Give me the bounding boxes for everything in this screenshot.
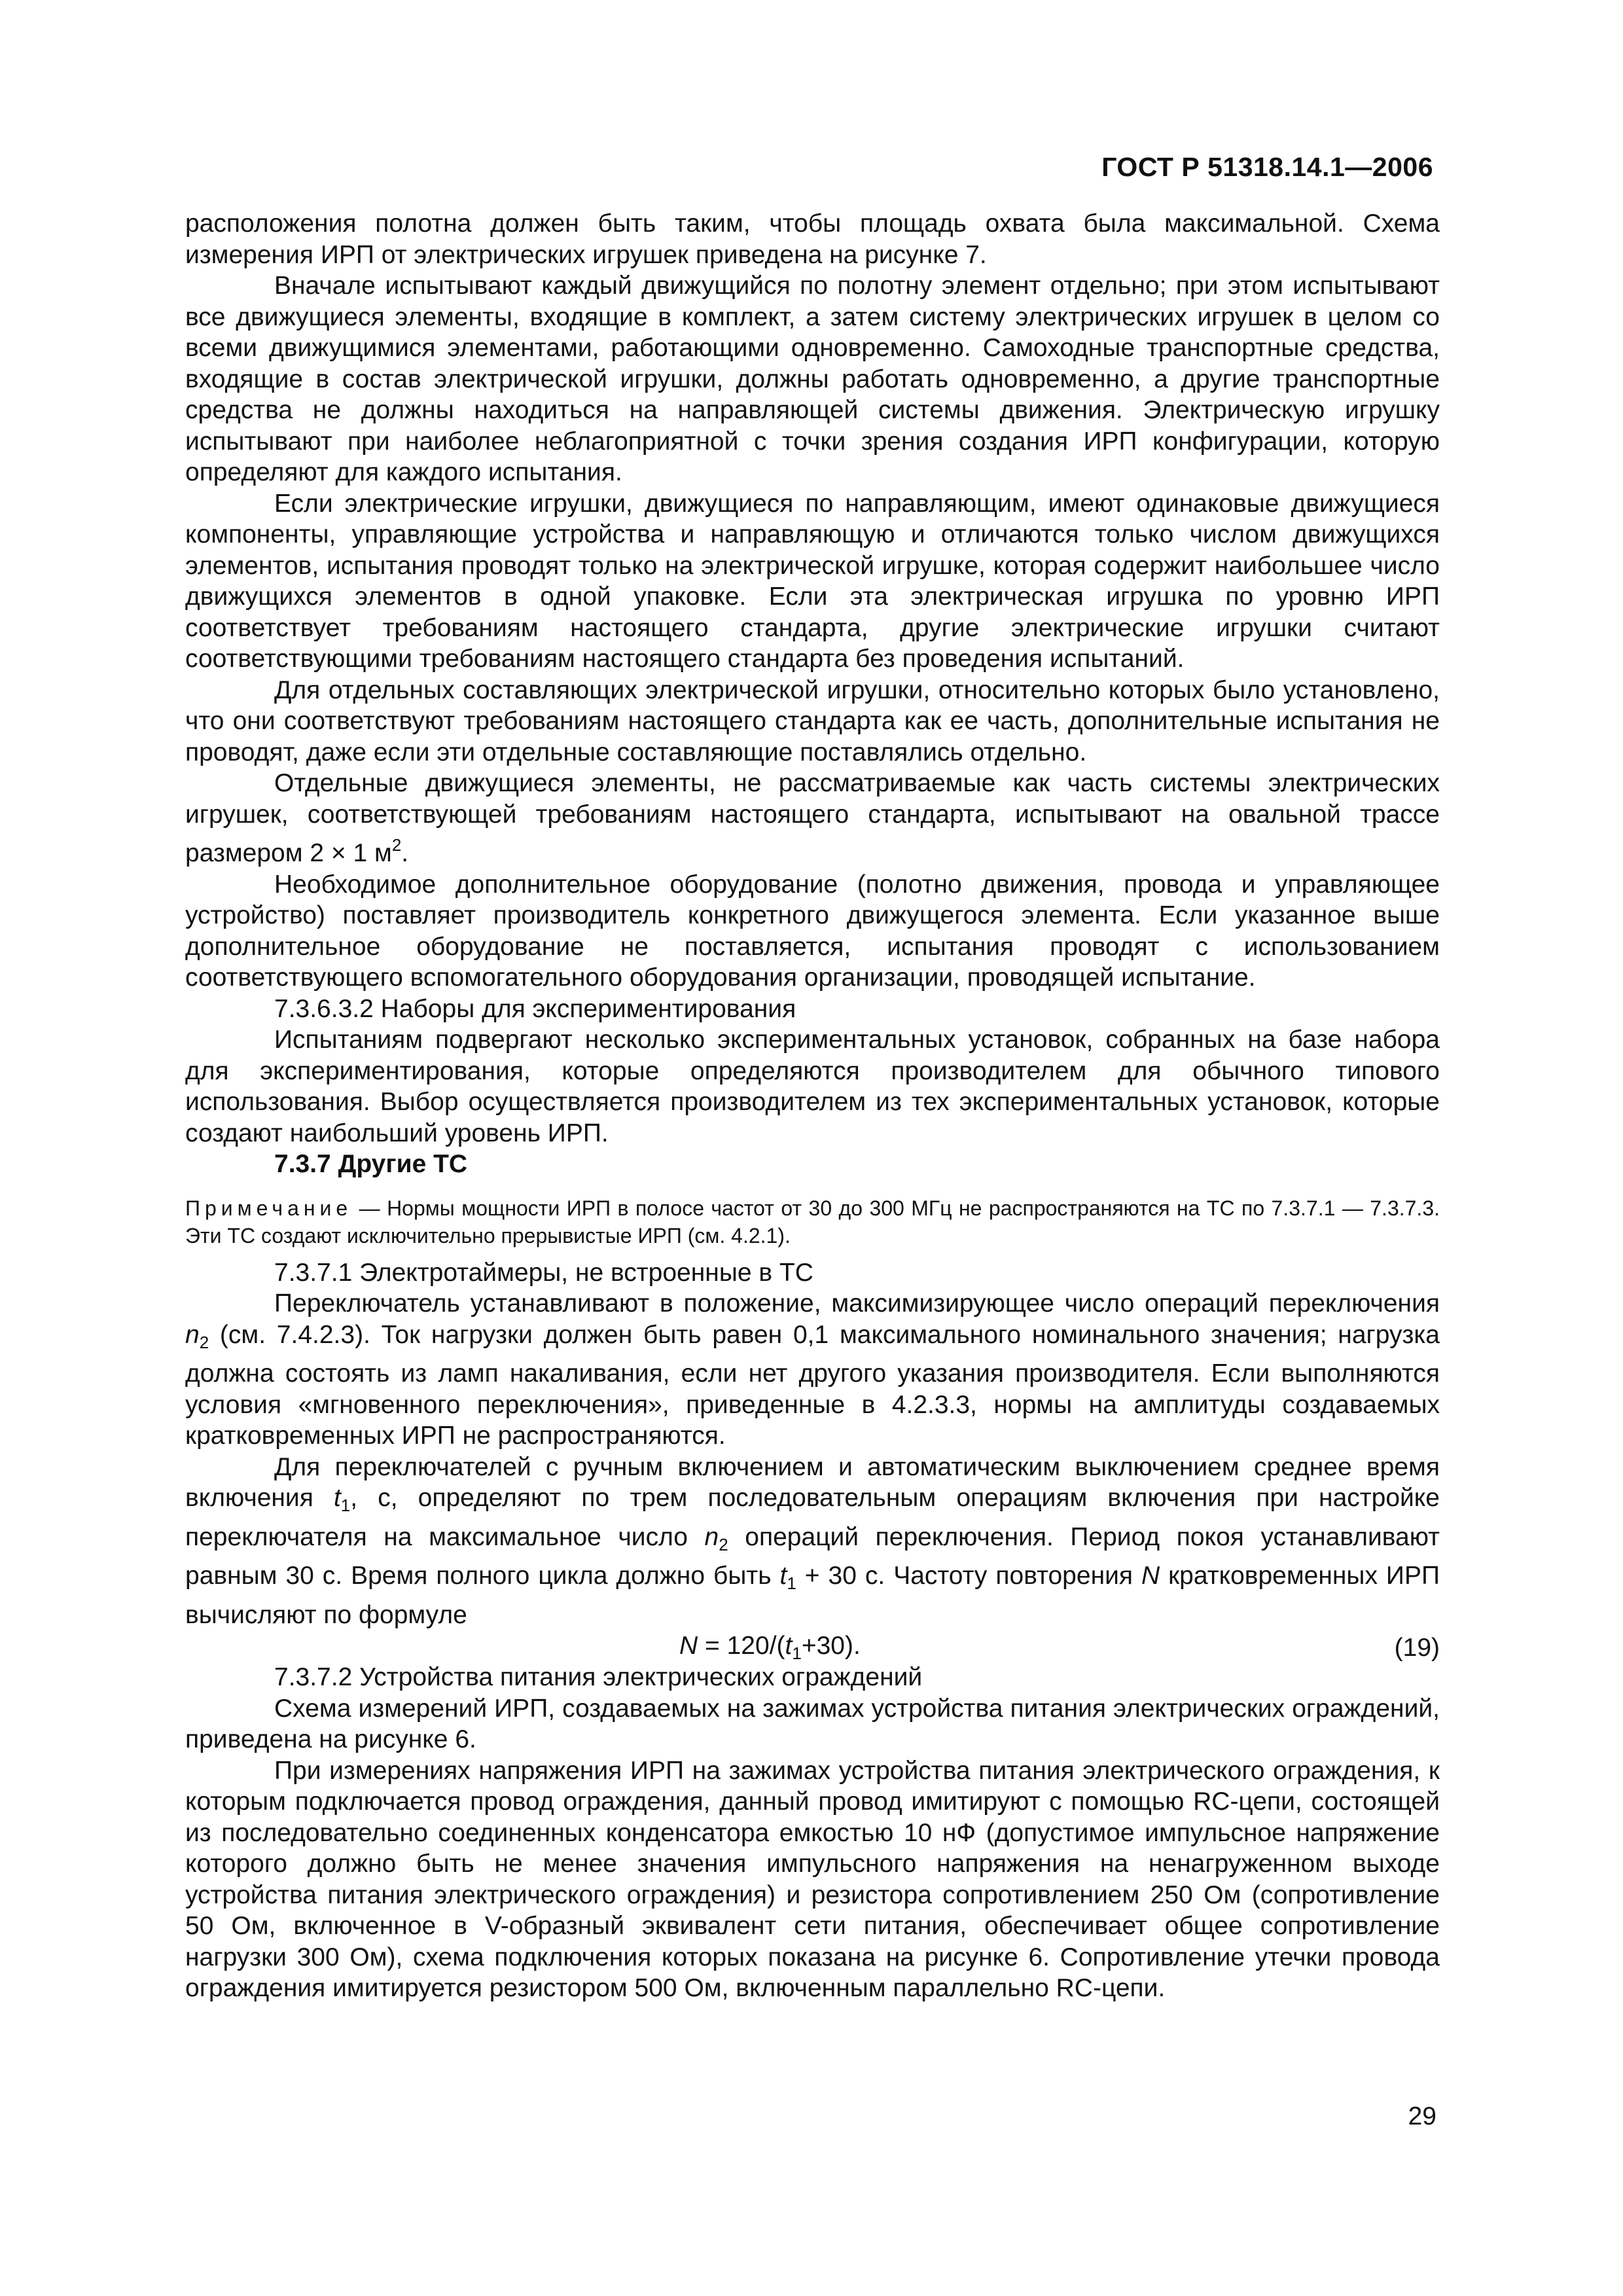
paragraph: Для отдельных составляющих электрической игрушки, относительно которых было установлено, что они соответствуют требованиям настоящего стандарта как ее часть, дополнительные испытания не проводят, даже если эти отдельные составляющие поставлялись отдельно. [185, 675, 1440, 766]
formula-expression: $N = 120/(t_1+30)$. [679, 1632, 861, 1663]
paragraph: Необходимое дополнительное оборудование (полотно движения, провода и управляющее устройство) поставляет производитель конкретного движущегося элемента. Если указанное выше дополнительное оборудование не поставляется, испытания проводят с использованием соответствующего вспомогательного оборудования организации, проводящей испытание. [185, 870, 1440, 992]
section-heading-7-3-7-1: 7.3.7.1 Электротаймеры, не встроенные в ТС [274, 1258, 813, 1287]
page-number: 29 [1408, 2102, 1436, 2130]
document-body [185, 208, 1440, 2004]
paragraph: Испытаниям подвергают несколько экспериментальных установок, собранных на базе набора для экспериментирования, которые определяются производителем для обычного типового использования. Выбор осуществляется производителем из тех экспериментальных установок, которые создают наибольший уровень ИРП. [185, 1026, 1440, 1147]
paragraph: Для переключателей с ручным включением и автоматическим выключением среднее время включения $t_1$, с, определяют по трем последовательным операциям включения при настройке переключателя на максимальное число $n_2$ операций переключения. Период покоя устанавливают равным 30 с. Время полного цикла должно быть $t_1 + 30$ с. Частоту повторения N кратковременных ИРП вычисляют по формуле [185, 1452, 1440, 1629]
paragraph: Переключатель устанавливают в положение, максимизирующее число операций переключения $n_2$ (см. 7.4.2.3). Ток нагрузки должен быть равен 0,1 максимального номинального значения; нагрузка должна состоять из ламп накаливания, если нет другого указания производителя. Если выполняются условия «мгновенного переключения», приведенные в 4.2.3.3, нормы на амплитуды создаваемых кратковременных ИРП не распространяются. [185, 1289, 1440, 1450]
paragraph: Если электрические игрушки, движущиеся по направляющим, имеют одинаковые движущиеся компоненты, управляющие устройства и направляющую и отличаются только числом движущихся элементов, испытания проводят только на электрической игрушке, которая содержит наибольшее число движущихся элементов в одной упаковке. Если эта электрическая игрушка по уровню ИРП соответствует требованиям настоящего стандарта, другие электрические игрушки считают соответствующими требованиям настоящего стандарта без проведения испытаний. [185, 489, 1440, 673]
formula-19 [185, 1630, 1440, 1662]
section-heading-7-3-7-2: 7.3.7.2 Устройства питания электрических ограждений [274, 1663, 923, 1691]
paragraph: Схема измерений ИРП, создаваемых на зажимах устройства питания электрических ограждений, приведена на рисунке 6. [185, 1694, 1440, 1753]
formula-number: (19) [1394, 1634, 1440, 1662]
note-label: Примечание [185, 1196, 353, 1220]
paragraph: Вначале испытывают каждый движущийся по полотну элемент отдельно; при этом испытывают все движущиеся элементы, входящие в комплект, а затем систему электрических игрушек в целом со всеми движущимися элементами, работающими одновременно. Самоходные транспортные средства, входящие в состав электрической игрушки, должны работать одновременно, а другие транспортные средства не должны находиться на направляющей системы движения. Электрическую игрушку испытывают при наиболее неблагоприятной с точки зрения создания ИРП конфигурации, которую определяют для каждого испытания. [185, 272, 1440, 486]
paragraph: расположения полотна должен быть таким, чтобы площадь охвата была максимальной. Схема измерения ИРП от электрических игрушек приведена на рисунке 7. [185, 209, 1440, 269]
paragraph: При измерениях напряжения ИРП на зажимах устройства питания электрического ограждения, к которым подключается провод ограждения, данный провод имитируют с помощью RC-цепи, состоящей из последовательно соединенных конденсатора емкостью 10 нФ (допустимое импульсное напряжение которого должно быть не менее значения импульсного напряжения на ненагруженном выходе устройства питания электрического ограждения) и резистора сопротивлением 250 Ом (сопротивление 50 Ом, включенное в V-образный эквивалент сети питания, обеспечивает общее сопротивление нагрузки 300 Ом), схема подключения которых показана на рисунке 6. Сопротивление утечки провода ограждения имитируется резистором 500 Ом, включенным параллельно RC-цепи. [185, 1756, 1440, 2002]
note: Примечание — Нормы мощности ИРП в полосе частот от 30 до 300 МГц не распространяются на ТС по 7.3.7.1 — 7.3.7.3. Эти ТС создают исключительно прерывистые ИРП (см. 4.2.1). [185, 1196, 1440, 1247]
paragraph: Отдельные движущиеся элементы, не рассматриваемые как часть системы электрических игрушек, соответствующей требованиям настоящего стандарта, испытывают на овальной трассе размером 2 × 1 $м^2$. [185, 769, 1440, 867]
section-heading-7-3-6-3-2: 7.3.6.3.2 Наборы для экспериментирования [274, 994, 796, 1023]
section-heading-7-3-7: 7.3.7 Другие ТС [274, 1150, 468, 1178]
document-header: ГОСТ Р 51318.14.1—2006 [1101, 152, 1433, 182]
